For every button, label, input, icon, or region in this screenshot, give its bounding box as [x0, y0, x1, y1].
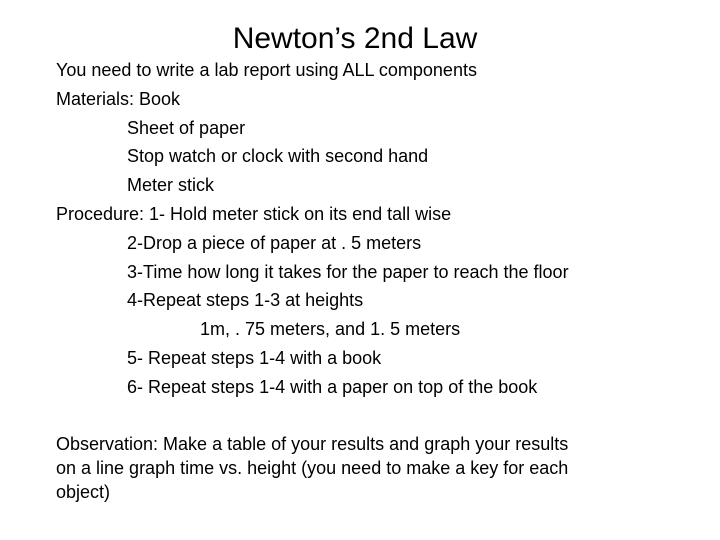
materials-item: Sheet of paper	[127, 118, 246, 138]
materials-item: Stop watch or clock with second hand	[127, 146, 429, 166]
observation-text: on a line graph time vs. height (you need to make a key for each	[56, 458, 569, 478]
observation-text: Observation: Make a table of your results and graph your results	[56, 434, 569, 454]
procedure-step: 1m, . 75 meters, and 1. 5 meters	[200, 319, 461, 339]
slide-title: Newton’s 2nd Law	[232, 22, 478, 55]
materials-heading: Materials: Book	[56, 89, 181, 109]
procedure-step: 6- Repeat steps 1-4 with a paper on top of the book	[127, 377, 538, 397]
procedure-step: 5- Repeat steps 1-4 with a book	[127, 348, 382, 368]
materials-item: Meter stick	[127, 175, 215, 195]
intro-text: You need to write a lab report using ALL components	[56, 60, 477, 80]
observation-text: object)	[56, 482, 111, 502]
procedure-step: 4-Repeat steps 1-3 at heights	[127, 290, 364, 310]
procedure-heading: Procedure: 1- Hold meter stick on its end tall wise	[56, 204, 452, 224]
procedure-step: 2-Drop a piece of paper at . 5 meters	[127, 233, 422, 253]
procedure-step: 3-Time how long it takes for the paper to reach the floor	[127, 262, 569, 282]
